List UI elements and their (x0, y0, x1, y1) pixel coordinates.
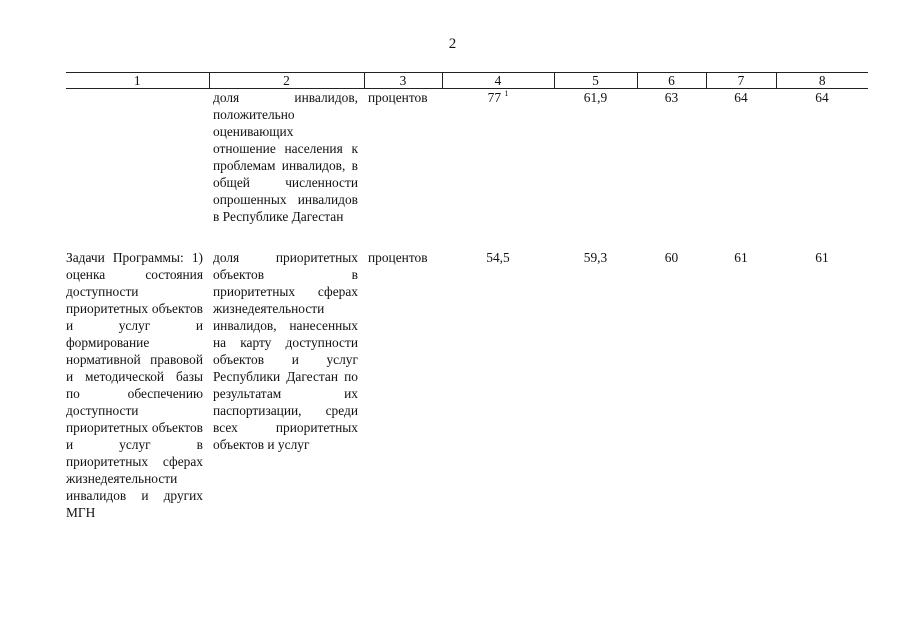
column-header-2: 2 (209, 73, 364, 89)
value-cell-col8: 61 (815, 250, 829, 265)
value-text: 54,5 (486, 250, 510, 265)
footnote-mark: 1 (504, 89, 509, 98)
column-header-5: 5 (554, 73, 637, 89)
value-cell-col6: 63 (664, 90, 679, 105)
table-row (66, 249, 868, 521)
column-header-6: 6 (637, 73, 706, 89)
indicator-table (66, 72, 868, 521)
value-cell-col4 (442, 249, 554, 521)
goal-cell: Задачи Программы: 1) оценка состояния доступности приоритетных объектов и услуг и формирование нормативной правовой и методической базы по обеспечению доступности приоритетных объектов и услуг в приоритетных сферах жизнедеятельности инвалидов и других МГН (66, 250, 203, 520)
column-header-1: 1 (66, 73, 209, 89)
value-text: 77 (487, 90, 502, 105)
indicator-cell: доля инвалидов, положительно оценивающих отношение населения к проблемам инвалидов, в общей численности опрошенных инвалидов в Республике Дагестан (213, 90, 358, 224)
value-cell-col5: 59,3 (583, 250, 608, 265)
value-cell-col8: 64 (815, 90, 829, 105)
page-number: 2 (448, 36, 457, 52)
value-cell-col4 (442, 89, 554, 226)
column-header-4: 4 (442, 73, 554, 89)
unit-cell: процентов (368, 250, 428, 265)
row-spacer (66, 225, 868, 249)
column-header-3: 3 (364, 73, 442, 89)
unit-cell: процентов (368, 90, 428, 105)
column-header-8: 8 (776, 73, 868, 89)
indicator-cell: доля приоритетных объектов в приоритетных сферах жизнедеятельности инвалидов, нанесенных на карту доступности объектов и услуг Республики Дагестан по результатам их паспортизации, среди всех приоритетных объектов и услуг (213, 250, 358, 452)
column-header-7: 7 (706, 73, 776, 89)
value-cell-col6: 60 (664, 250, 679, 265)
table-row (66, 89, 868, 226)
value-cell-col7: 64 (734, 90, 748, 105)
goal-cell (66, 89, 209, 226)
value-cell-col5: 61,9 (583, 90, 608, 105)
header-row (66, 73, 868, 89)
value-cell-col7: 61 (734, 250, 748, 265)
